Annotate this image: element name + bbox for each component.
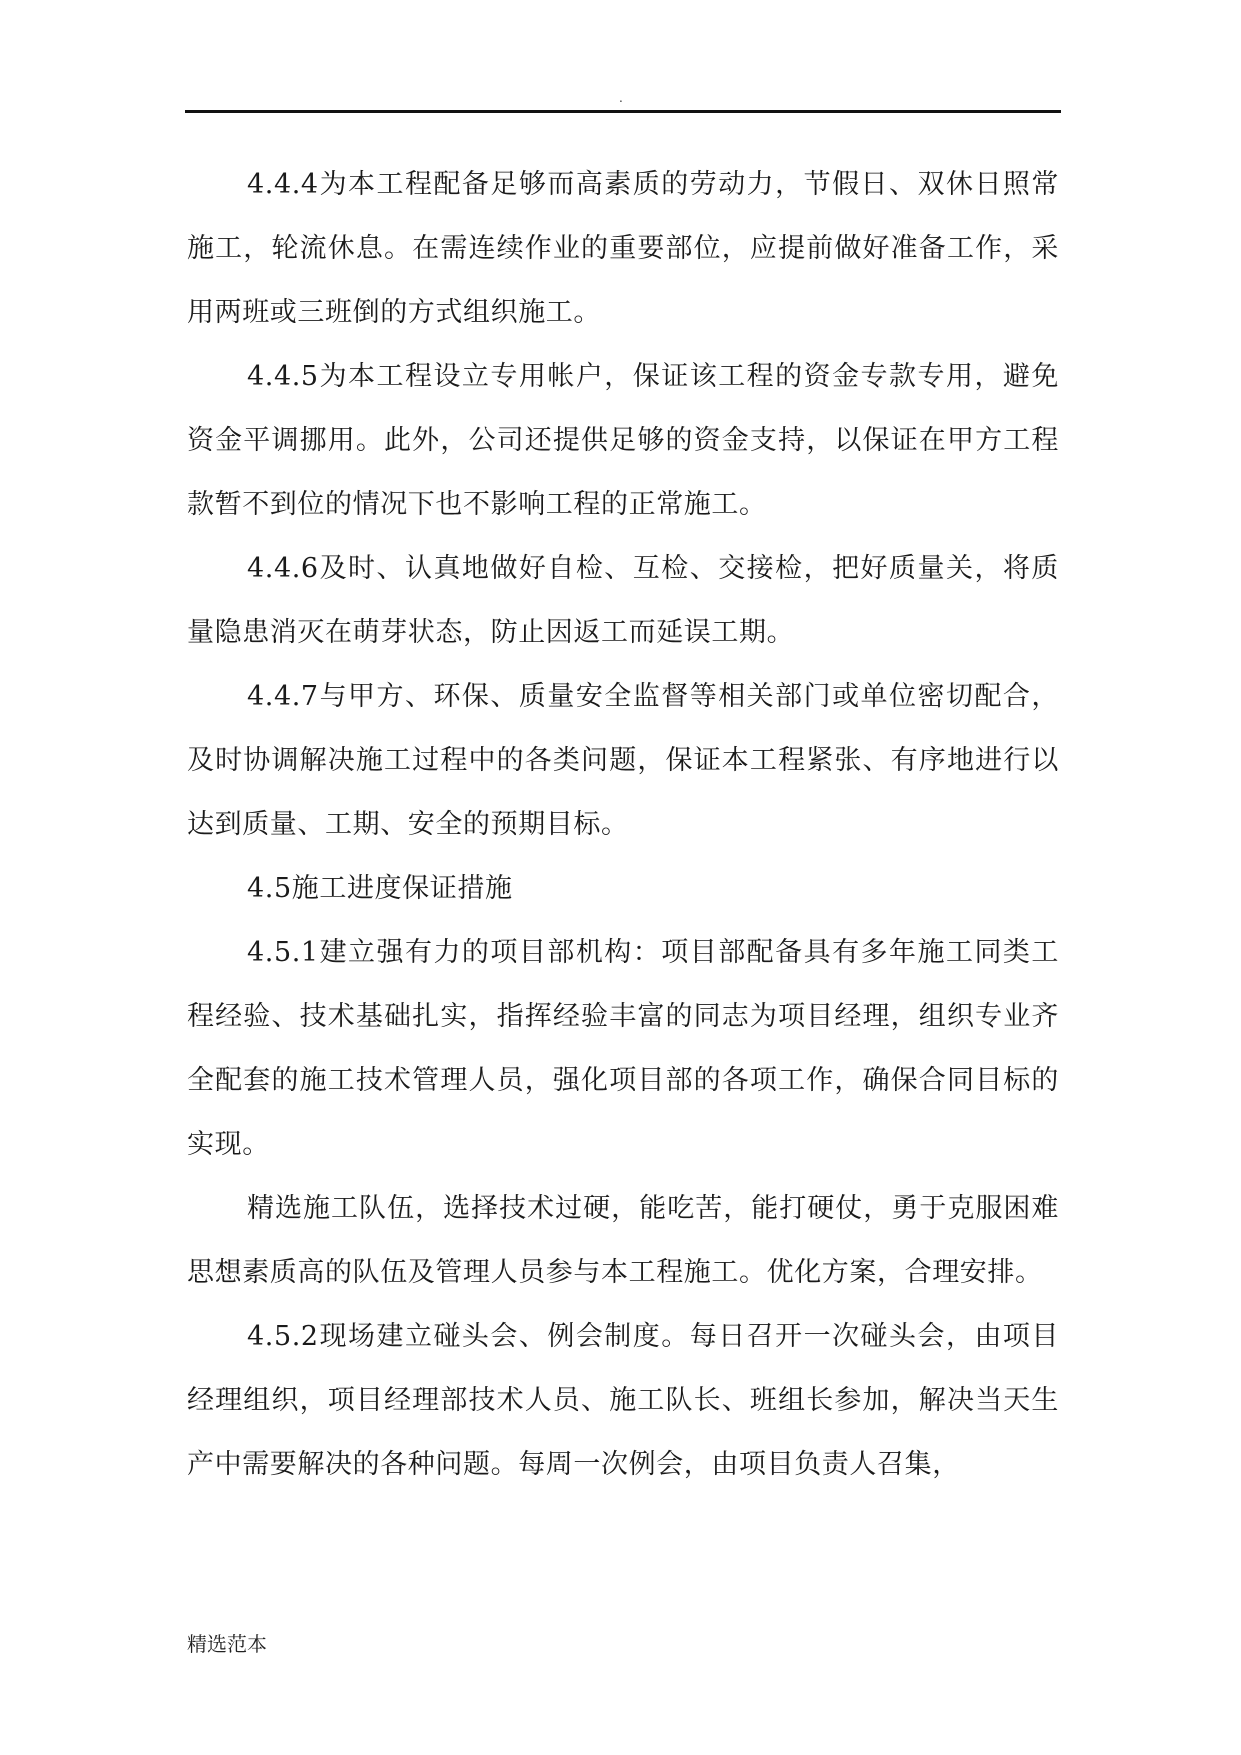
document-body (187, 153, 1059, 1497)
paragraph-4-4-5: 4.4.5为本工程设立专用帐户，保证该工程的资金专款专用，避免资金平调挪用。此外，公司还提供足够的资金支持，以保证在甲方工程款暂不到位的情况下也不影响工程的正常施工。 (187, 361, 1059, 520)
header-divider (185, 110, 1061, 113)
paragraph-4-5-1: 4.5.1建立强有力的项目部机构：项目部配备具有多年施工同类工程经验、技术基础扎实，指挥经验丰富的同志为项目经理，组织专业齐全配套的施工技术管理人员，强化项目部的各项工作，确保合同目标的实现。 (187, 937, 1059, 1160)
paragraph-4-4-7: 4.4.7与甲方、环保、质量安全监督等相关部门或单位密切配合，及时协调解决施工过程中的各类问题，保证本工程紧张、有序地进行以达到质量、工期、安全的预期目标。 (187, 681, 1059, 840)
paragraph-4-4-4: 4.4.4为本工程配备足够而高素质的劳动力，节假日、双休日照常施工，轮流休息。在需连续作业的重要部位，应提前做好准备工作，采用两班或三班倒的方式组织施工。 (187, 169, 1059, 328)
paragraph-4-4-6: 4.4.6及时、认真地做好自检、互检、交接检，把好质量关，将质量隐患消灭在萌芽状态，防止因返工而延误工期。 (187, 553, 1059, 648)
paragraph-4-5-2: 4.5.2现场建立碰头会、例会制度。每日召开一次碰头会，由项目经理组织，项目经理部技术人员、施工队长、班组长参加，解决当天生产中需要解决的各种问题。每周一次例会，由项目负责人召集， (187, 1321, 1059, 1480)
footer-label: 精选范本 (187, 1632, 267, 1656)
paragraph-team-selection: 精选施工队伍，选择技术过硬，能吃苦，能打硬仗，勇于克服困难思想素质高的队伍及管理人员参与本工程施工。优化方案，合理安排。 (187, 1193, 1059, 1288)
header-mark: . (619, 91, 623, 105)
section-heading-4-5: 4.5施工进度保证措施 (247, 873, 513, 904)
